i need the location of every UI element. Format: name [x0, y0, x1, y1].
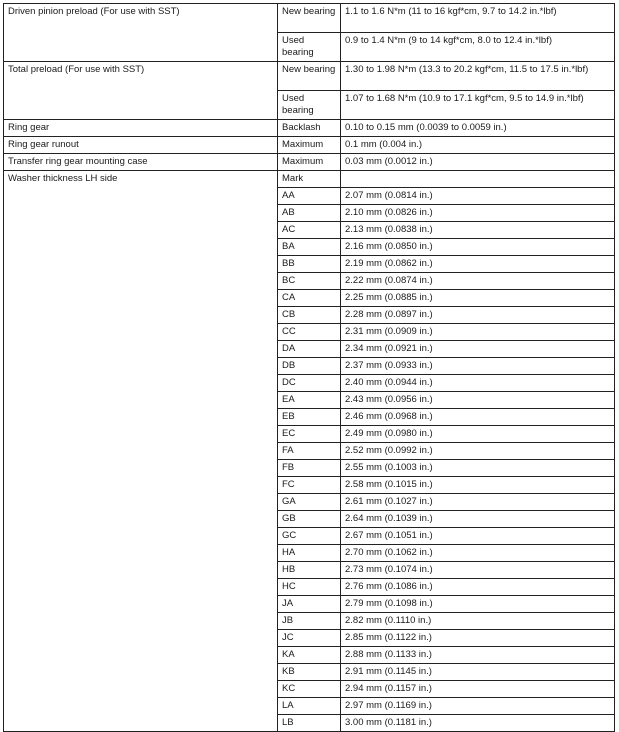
washer-mark: JB: [278, 613, 341, 630]
spec-condition: Used bearing: [278, 33, 341, 62]
spec-value: 0.1 mm (0.004 in.): [341, 137, 615, 154]
washer-mark: JA: [278, 596, 341, 613]
table-row: [4, 137, 615, 154]
washer-mark: EA: [278, 392, 341, 409]
washer-thickness: 2.76 mm (0.1086 in.): [341, 579, 615, 596]
spec-condition: Backlash: [278, 120, 341, 137]
washer-mark: BC: [278, 273, 341, 290]
washer-mark: HA: [278, 545, 341, 562]
washer-thickness: 2.82 mm (0.1110 in.): [341, 613, 615, 630]
washer-mark: KC: [278, 681, 341, 698]
spec-value: 0.9 to 1.4 N*m (9 to 14 kgf*cm, 8.0 to 12.4 in.*lbf): [341, 33, 615, 62]
washer-mark: FB: [278, 460, 341, 477]
washer-thickness: 2.34 mm (0.0921 in.): [341, 341, 615, 358]
washer-mark: BA: [278, 239, 341, 256]
spec-condition: Maximum: [278, 154, 341, 171]
washer-mark: CB: [278, 307, 341, 324]
table-row: [4, 62, 615, 91]
spec-item-name: Transfer ring gear mounting case: [4, 154, 278, 171]
specification-table: [3, 3, 615, 732]
washer-thickness: 2.61 mm (0.1027 in.): [341, 494, 615, 511]
washer-mark: JC: [278, 630, 341, 647]
washer-thickness: 2.25 mm (0.0885 in.): [341, 290, 615, 307]
washer-mark: DC: [278, 375, 341, 392]
specification-table-body: [4, 4, 615, 732]
washer-mark: HB: [278, 562, 341, 579]
washer-thickness: 2.58 mm (0.1015 in.): [341, 477, 615, 494]
washer-thickness: 2.16 mm (0.0850 in.): [341, 239, 615, 256]
spec-item-name: Washer thickness LH side: [4, 171, 278, 732]
washer-thickness: 2.55 mm (0.1003 in.): [341, 460, 615, 477]
table-row: [4, 171, 615, 188]
washer-thickness: 2.22 mm (0.0874 in.): [341, 273, 615, 290]
washer-mark: AC: [278, 222, 341, 239]
washer-mark: LA: [278, 698, 341, 715]
washer-thickness: 2.97 mm (0.1169 in.): [341, 698, 615, 715]
spec-item-name: Ring gear: [4, 120, 278, 137]
spec-item-name: Ring gear runout: [4, 137, 278, 154]
washer-mark: KA: [278, 647, 341, 664]
washer-mark: CC: [278, 324, 341, 341]
washer-thickness: 2.64 mm (0.1039 in.): [341, 511, 615, 528]
washer-mark: FA: [278, 443, 341, 460]
table-row: [4, 154, 615, 171]
spec-value: 1.30 to 1.98 N*m (13.3 to 20.2 kgf*cm, 11.5 to 17.5 in.*lbf): [341, 62, 615, 91]
washer-thickness: 2.07 mm (0.0814 in.): [341, 188, 615, 205]
washer-mark: CA: [278, 290, 341, 307]
washer-thickness: 2.40 mm (0.0944 in.): [341, 375, 615, 392]
spec-condition: New bearing: [278, 4, 341, 33]
washer-thickness: 2.31 mm (0.0909 in.): [341, 324, 615, 341]
washer-thickness: 2.43 mm (0.0956 in.): [341, 392, 615, 409]
washer-thickness: 2.13 mm (0.0838 in.): [341, 222, 615, 239]
spec-value: 1.07 to 1.68 N*m (10.9 to 17.1 kgf*cm, 9.5 to 14.9 in.*lbf): [341, 91, 615, 120]
spec-item-name: Driven pinion preload (For use with SST): [4, 4, 278, 62]
washer-thickness: 2.28 mm (0.0897 in.): [341, 307, 615, 324]
washer-thickness: 2.67 mm (0.1051 in.): [341, 528, 615, 545]
washer-mark: EB: [278, 409, 341, 426]
spec-condition: Maximum: [278, 137, 341, 154]
spec-item-name: Total preload (For use with SST): [4, 62, 278, 120]
washer-thickness: 2.91 mm (0.1145 in.): [341, 664, 615, 681]
washer-mark: DB: [278, 358, 341, 375]
washer-value-header: [341, 171, 615, 188]
washer-thickness: 2.10 mm (0.0826 in.): [341, 205, 615, 222]
spec-value: 0.10 to 0.15 mm (0.0039 to 0.0059 in.): [341, 120, 615, 137]
washer-thickness: 2.46 mm (0.0968 in.): [341, 409, 615, 426]
washer-thickness: 2.49 mm (0.0980 in.): [341, 426, 615, 443]
washer-mark: LB: [278, 715, 341, 732]
washer-thickness: 2.19 mm (0.0862 in.): [341, 256, 615, 273]
washer-mark: KB: [278, 664, 341, 681]
washer-mark: AB: [278, 205, 341, 222]
washer-thickness: 2.94 mm (0.1157 in.): [341, 681, 615, 698]
table-row: [4, 4, 615, 33]
table-row: [4, 120, 615, 137]
washer-mark-header: Mark: [278, 171, 341, 188]
washer-mark: EC: [278, 426, 341, 443]
washer-thickness: 2.52 mm (0.0992 in.): [341, 443, 615, 460]
spec-condition: Used bearing: [278, 91, 341, 120]
washer-thickness: 2.79 mm (0.1098 in.): [341, 596, 615, 613]
washer-mark: BB: [278, 256, 341, 273]
washer-mark: HC: [278, 579, 341, 596]
washer-thickness: 2.88 mm (0.1133 in.): [341, 647, 615, 664]
washer-thickness: 2.70 mm (0.1062 in.): [341, 545, 615, 562]
washer-mark: DA: [278, 341, 341, 358]
washer-mark: GB: [278, 511, 341, 528]
spec-value: 1.1 to 1.6 N*m (11 to 16 kgf*cm, 9.7 to 14.2 in.*lbf): [341, 4, 615, 33]
washer-mark: AA: [278, 188, 341, 205]
washer-thickness: 3.00 mm (0.1181 in.): [341, 715, 615, 732]
washer-thickness: 2.73 mm (0.1074 in.): [341, 562, 615, 579]
washer-thickness: 2.85 mm (0.1122 in.): [341, 630, 615, 647]
washer-mark: GC: [278, 528, 341, 545]
washer-mark: GA: [278, 494, 341, 511]
washer-thickness: 2.37 mm (0.0933 in.): [341, 358, 615, 375]
spec-value: 0.03 mm (0.0012 in.): [341, 154, 615, 171]
spec-condition: New bearing: [278, 62, 341, 91]
washer-mark: FC: [278, 477, 341, 494]
